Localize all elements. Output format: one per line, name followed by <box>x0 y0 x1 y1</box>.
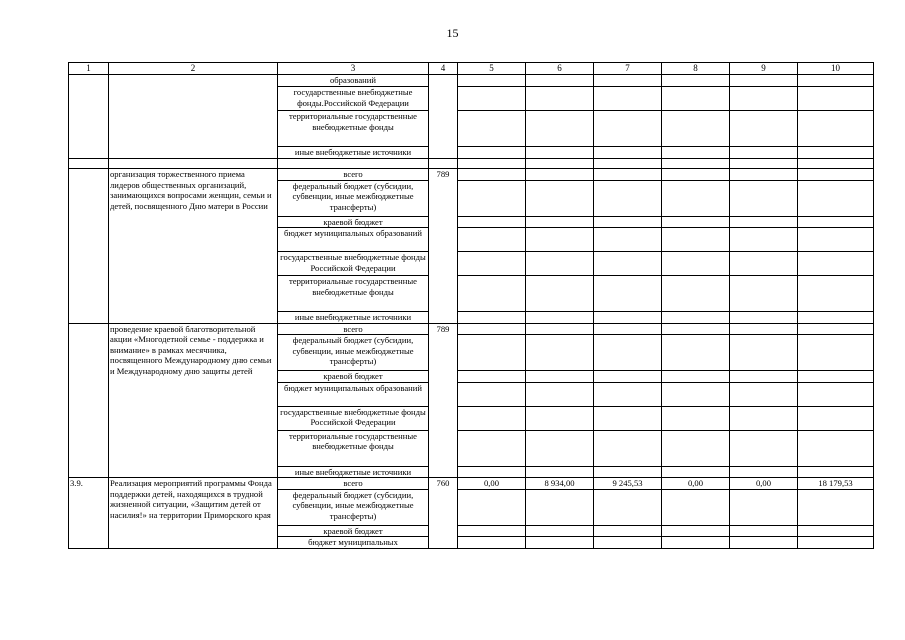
value-cell <box>594 335 662 371</box>
funding-source-cell: иные внебюджетные источники <box>278 147 429 159</box>
value-cell <box>730 87 798 111</box>
value-cell <box>662 169 730 181</box>
value-cell <box>730 371 798 383</box>
value-cell <box>458 87 526 111</box>
value-cell <box>730 466 798 478</box>
funding-source-cell: краевой бюджет <box>278 371 429 383</box>
value-cell <box>662 406 730 430</box>
funding-source-cell: бюджет муниципальных <box>278 537 429 549</box>
value-cell <box>798 228 874 252</box>
code-cell: 789 <box>429 169 458 324</box>
value-cell <box>730 276 798 312</box>
value-cell <box>730 323 798 335</box>
value-cell <box>526 111 594 147</box>
value-cell: 0,00 <box>662 478 730 490</box>
value-cell <box>662 489 730 525</box>
funding-source-cell: всего <box>278 169 429 181</box>
value-cell <box>798 252 874 276</box>
value-cell <box>798 537 874 549</box>
value-cell <box>458 75 526 87</box>
value-cell <box>798 466 874 478</box>
value-cell <box>458 406 526 430</box>
value-cell: 9 245,53 <box>594 478 662 490</box>
budget-table <box>68 62 874 549</box>
value-cell <box>798 276 874 312</box>
event-name-cell: организация торжественного приема лидеров общественных организаций, занимающихся вопросами женщин, семьи и детей, посвященного Дню матери в России <box>109 169 278 324</box>
value-cell <box>662 276 730 312</box>
value-cell <box>594 216 662 228</box>
header-cell: 4 <box>429 63 458 75</box>
value-cell <box>526 169 594 181</box>
value-cell <box>526 371 594 383</box>
value-cell <box>458 371 526 383</box>
funding-source-cell: краевой бюджет <box>278 216 429 228</box>
value-cell <box>594 371 662 383</box>
value-cell <box>458 180 526 216</box>
empty-cell <box>278 159 429 169</box>
value-cell <box>730 180 798 216</box>
row-number-cell <box>69 169 109 324</box>
empty-cell <box>109 159 278 169</box>
value-cell <box>798 335 874 371</box>
header-cell: 5 <box>458 63 526 75</box>
value-cell <box>662 466 730 478</box>
empty-cell <box>69 159 109 169</box>
value-cell <box>730 406 798 430</box>
page-number: 15 <box>446 26 459 40</box>
header-cell: 1 <box>69 63 109 75</box>
value-cell <box>594 75 662 87</box>
funding-source-cell: бюджет муниципальных образований <box>278 382 429 406</box>
funding-source-cell: иные внебюджетные источники <box>278 466 429 478</box>
value-cell <box>798 87 874 111</box>
value-cell <box>526 525 594 537</box>
empty-cell <box>798 159 874 169</box>
value-cell <box>798 75 874 87</box>
value-cell <box>594 489 662 525</box>
value-cell <box>526 430 594 466</box>
value-cell <box>730 537 798 549</box>
value-cell <box>662 323 730 335</box>
funding-source-cell: федеральный бюджет (субсидии, субвенции, иные межбюджетные трансферты) <box>278 489 429 525</box>
value-cell <box>798 323 874 335</box>
value-cell <box>662 312 730 324</box>
header-cell: 10 <box>798 63 874 75</box>
value-cell <box>526 489 594 525</box>
value-cell: 8 934,00 <box>526 478 594 490</box>
value-cell <box>662 87 730 111</box>
funding-source-cell: федеральный бюджет (субсидии, субвенции, иные межбюджетные трансферты) <box>278 180 429 216</box>
funding-source-cell: иные внебюджетные источники <box>278 312 429 324</box>
value-cell <box>798 382 874 406</box>
value-cell <box>798 216 874 228</box>
value-cell <box>458 169 526 181</box>
value-cell <box>458 216 526 228</box>
funding-source-cell: территориальные государственные внебюджетные фонды <box>278 111 429 147</box>
value-cell <box>526 466 594 478</box>
value-cell <box>662 430 730 466</box>
value-cell <box>458 382 526 406</box>
value-cell <box>594 169 662 181</box>
funding-source-cell: федеральный бюджет (субсидии, субвенции, иные межбюджетные трансферты) <box>278 335 429 371</box>
value-cell <box>526 323 594 335</box>
empty-cell <box>458 159 526 169</box>
event-name-cell: Реализация мероприятий программы Фонда поддержки детей, находящихся в трудной жизненной ситуации, «Защитим детей от насилия!» на территории Приморского края <box>109 478 278 549</box>
value-cell <box>730 216 798 228</box>
value-cell <box>798 371 874 383</box>
value-cell <box>662 371 730 383</box>
funding-source-cell: государственные внебюджетные фонды.Российской Федерации <box>278 87 429 111</box>
value-cell <box>662 180 730 216</box>
value-cell <box>730 111 798 147</box>
empty-cell <box>526 159 594 169</box>
value-cell <box>662 382 730 406</box>
value-cell <box>730 169 798 181</box>
value-cell <box>526 252 594 276</box>
value-cell <box>526 406 594 430</box>
value-cell <box>662 228 730 252</box>
value-cell <box>526 537 594 549</box>
code-cell: 789 <box>429 323 458 478</box>
value-cell <box>730 430 798 466</box>
value-cell: 18 179,53 <box>798 478 874 490</box>
empty-cell <box>730 159 798 169</box>
value-cell <box>526 180 594 216</box>
value-cell <box>526 87 594 111</box>
row-number-cell <box>69 323 109 478</box>
value-cell <box>662 252 730 276</box>
value-cell <box>662 335 730 371</box>
value-cell <box>458 111 526 147</box>
value-cell <box>594 466 662 478</box>
funding-source-cell: государственные внебюджетные фонды Российской Федерации <box>278 252 429 276</box>
value-cell <box>662 216 730 228</box>
value-cell <box>730 312 798 324</box>
value-cell <box>594 537 662 549</box>
funding-source-cell: государственные внебюджетные фонды Российской Федерации <box>278 406 429 430</box>
value-cell <box>730 147 798 159</box>
header-cell: 6 <box>526 63 594 75</box>
value-cell <box>798 111 874 147</box>
value-cell <box>730 489 798 525</box>
value-cell <box>594 252 662 276</box>
value-cell <box>526 276 594 312</box>
value-cell <box>526 147 594 159</box>
empty-cell <box>594 159 662 169</box>
header-cell: 2 <box>109 63 278 75</box>
value-cell <box>730 228 798 252</box>
value-cell <box>526 75 594 87</box>
value-cell <box>594 87 662 111</box>
budget-table-wrapper <box>68 62 874 549</box>
funding-source-cell: территориальные государственные внебюджетные фонды <box>278 276 429 312</box>
value-cell <box>594 180 662 216</box>
funding-source-cell: краевой бюджет <box>278 525 429 537</box>
value-cell <box>798 430 874 466</box>
value-cell: 0,00 <box>730 478 798 490</box>
value-cell <box>798 525 874 537</box>
value-cell <box>594 312 662 324</box>
table-row <box>69 75 874 87</box>
value-cell <box>458 323 526 335</box>
value-cell <box>798 180 874 216</box>
value-cell <box>798 406 874 430</box>
value-cell <box>662 525 730 537</box>
empty-cell <box>429 159 458 169</box>
value-cell <box>526 216 594 228</box>
value-cell <box>458 335 526 371</box>
empty-cell <box>662 159 730 169</box>
value-cell <box>526 382 594 406</box>
event-name-cell: проведение краевой благотворительной акции «Многодетной семье - поддержка и внимание» в рамках месячника, посвященного Международному дню семьи и Международному дню защиты детей <box>109 323 278 478</box>
value-cell <box>458 252 526 276</box>
header-row <box>69 63 874 75</box>
value-cell <box>594 323 662 335</box>
value-cell <box>662 75 730 87</box>
value-cell <box>662 147 730 159</box>
value-cell <box>594 276 662 312</box>
table-row <box>69 159 874 169</box>
value-cell <box>458 525 526 537</box>
value-cell <box>594 111 662 147</box>
funding-source-cell: образований <box>278 75 429 87</box>
header-cell: 7 <box>594 63 662 75</box>
value-cell <box>458 228 526 252</box>
value-cell: 0,00 <box>458 478 526 490</box>
value-cell <box>594 147 662 159</box>
value-cell <box>798 169 874 181</box>
value-cell <box>730 252 798 276</box>
funding-source-cell: территориальные государственные внебюджетные фонды <box>278 430 429 466</box>
value-cell <box>662 111 730 147</box>
value-cell <box>798 312 874 324</box>
value-cell <box>458 489 526 525</box>
value-cell <box>730 525 798 537</box>
header-cell: 8 <box>662 63 730 75</box>
value-cell <box>730 335 798 371</box>
table-row <box>69 323 874 335</box>
header-cell: 3 <box>278 63 429 75</box>
value-cell <box>662 537 730 549</box>
table-row <box>69 169 874 181</box>
value-cell <box>526 335 594 371</box>
value-cell <box>458 466 526 478</box>
event-name-cell <box>109 75 278 159</box>
funding-source-cell: всего <box>278 323 429 335</box>
row-number-cell: 3.9. <box>69 478 109 549</box>
value-cell <box>594 382 662 406</box>
value-cell <box>458 147 526 159</box>
value-cell <box>458 276 526 312</box>
table-row <box>69 478 874 490</box>
value-cell <box>594 430 662 466</box>
value-cell <box>594 406 662 430</box>
row-number-cell <box>69 75 109 159</box>
header-cell: 9 <box>730 63 798 75</box>
value-cell <box>730 382 798 406</box>
value-cell <box>458 537 526 549</box>
value-cell <box>458 430 526 466</box>
code-cell <box>429 75 458 159</box>
value-cell <box>798 147 874 159</box>
value-cell <box>594 525 662 537</box>
code-cell: 760 <box>429 478 458 549</box>
value-cell <box>594 228 662 252</box>
funding-source-cell: всего <box>278 478 429 490</box>
value-cell <box>458 312 526 324</box>
value-cell <box>526 228 594 252</box>
funding-source-cell: бюджет муниципальных образований <box>278 228 429 252</box>
value-cell <box>526 312 594 324</box>
value-cell <box>730 75 798 87</box>
value-cell <box>798 489 874 525</box>
